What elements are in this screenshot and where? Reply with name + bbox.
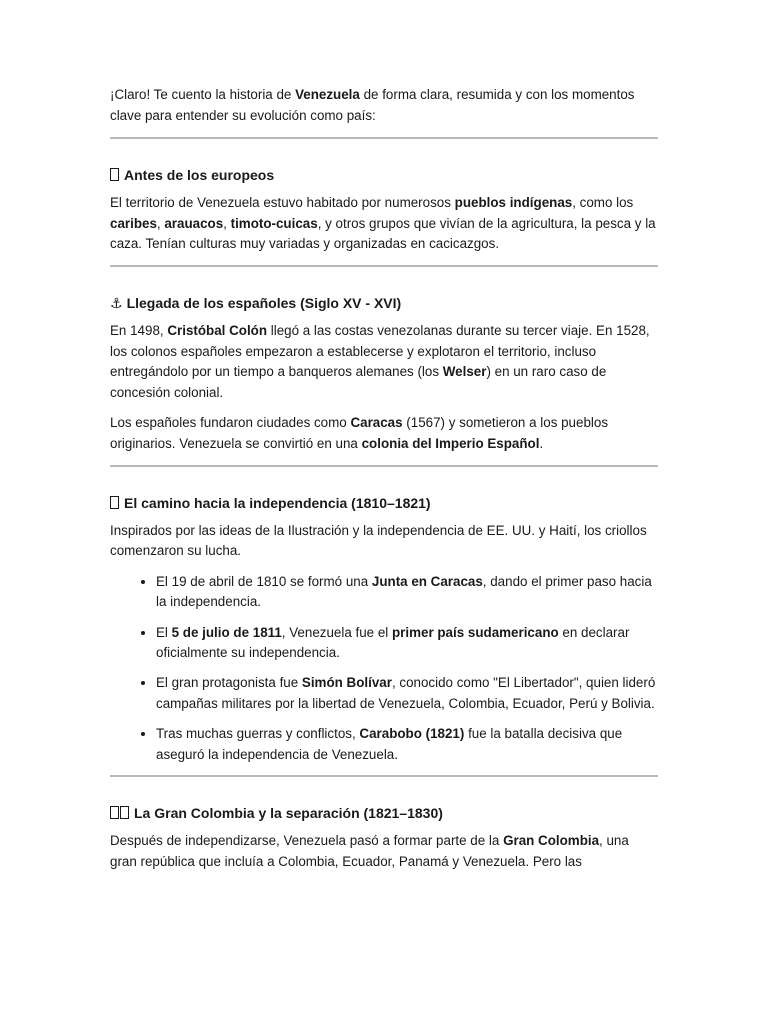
- text: ,: [156, 215, 165, 231]
- text: fue la batalla decisiva que aseguró la independencia de Venezuela.: [156, 726, 623, 762]
- heading-text: Antes de los europeos: [124, 167, 275, 184]
- list-item: [156, 724, 658, 765]
- heading-text: La Gran Colombia y la separación (1821–1830): [134, 805, 443, 822]
- text: Después de independizarse, Venezuela pasó a formar parte de la: [110, 833, 504, 849]
- section-heading: [110, 294, 658, 312]
- text: , como los: [572, 195, 634, 211]
- section-llegada: [110, 294, 658, 465]
- paragraph: [110, 413, 658, 454]
- list-item: [156, 572, 658, 613]
- bold-text: Welser: [442, 364, 487, 380]
- paragraph: Inspirados por las ideas de la Ilustración y la independencia de EE. UU. y Haití, los criollos comenzaron su lucha.: [110, 522, 647, 559]
- text: , dando el primer paso hacia la independencia.: [156, 573, 652, 610]
- section-heading: [110, 166, 658, 184]
- list-item: [156, 673, 658, 714]
- section-divider: [110, 775, 658, 777]
- text: , una gran república que incluía a Colombia, Ecuador, Panamá y Venezuela. Pero las: [110, 833, 629, 869]
- bold-text: Junta en Caracas: [371, 573, 483, 589]
- text: llegó a las costas venezolanas durante su tercer viaje. En 1528, los colonos españoles empezaron a establecerse y explotaron el territorio, incluso entregándolo por un tiempo a banqueros alemanes (los: [110, 322, 650, 380]
- bold-text: Carabobo (1821): [359, 726, 465, 742]
- bullet-list: [110, 572, 658, 766]
- anchor-icon: ⚓: [110, 294, 123, 311]
- intro-paragraph: [110, 85, 658, 126]
- heading-text: Llegada de los españoles (Siglo XV - XVI): [126, 294, 402, 311]
- bold-text: colonia del Imperio Español: [361, 435, 540, 451]
- text: .: [539, 435, 544, 451]
- text: El territorio de Venezuela estuvo habitado por numerosos: [110, 195, 455, 211]
- bold-text: primer país sudamericano: [391, 624, 559, 640]
- text: en declarar oficialmente su independencia.: [156, 624, 630, 661]
- text: , Venezuela fue el: [281, 624, 392, 640]
- section-gran-colombia: [110, 804, 658, 882]
- bold-text: Cristóbal Colón: [167, 322, 268, 338]
- intro-text: ¡Claro! Te cuento la historia de: [110, 87, 296, 102]
- text: El: [156, 624, 172, 640]
- heading-text: El camino hacia la independencia (1810–1821): [124, 494, 431, 511]
- flag-icon: [110, 804, 130, 822]
- bold-text: Caracas: [350, 415, 403, 431]
- text: Los españoles fundaron ciudades como: [110, 415, 351, 431]
- section-divider: [110, 465, 658, 467]
- section-divider: [110, 137, 658, 139]
- text: ,: [223, 215, 231, 231]
- paragraph: [110, 193, 658, 255]
- paragraph: [110, 831, 658, 872]
- text: El gran protagonista fue: [156, 675, 302, 691]
- missing-glyph-icon: [110, 494, 120, 512]
- section-independencia: [110, 494, 658, 776]
- text: ) en un raro caso de concesión colonial.: [110, 364, 607, 400]
- text: El 19 de abril de 1810 se formó una: [156, 573, 372, 589]
- text: (1567) y sometieron a los pueblos originarios. Venezuela se convirtió en una: [110, 415, 609, 451]
- bold-text: Gran Colombia: [503, 833, 600, 849]
- intro-bold: Venezuela: [295, 87, 360, 102]
- bold-text: caribes: [110, 215, 157, 231]
- list-item: [156, 623, 658, 664]
- bold-text: pueblos indígenas: [454, 195, 573, 211]
- intro-text: de forma clara, resumida y con los momentos clave para entender su evolución como país:: [110, 87, 635, 123]
- bold-text: Simón Bolívar: [301, 675, 392, 691]
- section-divider: [110, 265, 658, 267]
- bold-text: 5 de julio de 1811: [171, 624, 282, 640]
- text: , y otros grupos que vivían de la agricultura, la pesca y la caza. Tenían culturas muy variadas y organizadas en cacicazgos.: [110, 215, 656, 252]
- bold-text: timoto-cuicas: [230, 215, 318, 231]
- section-antes: [110, 166, 658, 265]
- text: En 1498,: [110, 322, 168, 338]
- section-heading: [110, 804, 658, 822]
- paragraph: [110, 321, 658, 403]
- section-heading: [110, 494, 658, 512]
- bold-text: arauacos: [164, 215, 224, 231]
- text: Tras muchas guerras y conflictos,: [156, 726, 360, 742]
- missing-glyph-icon: [110, 166, 120, 184]
- text: , conocido como "El Libertador", quien lideró campañas militares por la libertad de Venezuela, Colombia, Ecuador, Perú y Bolivia.: [156, 675, 656, 711]
